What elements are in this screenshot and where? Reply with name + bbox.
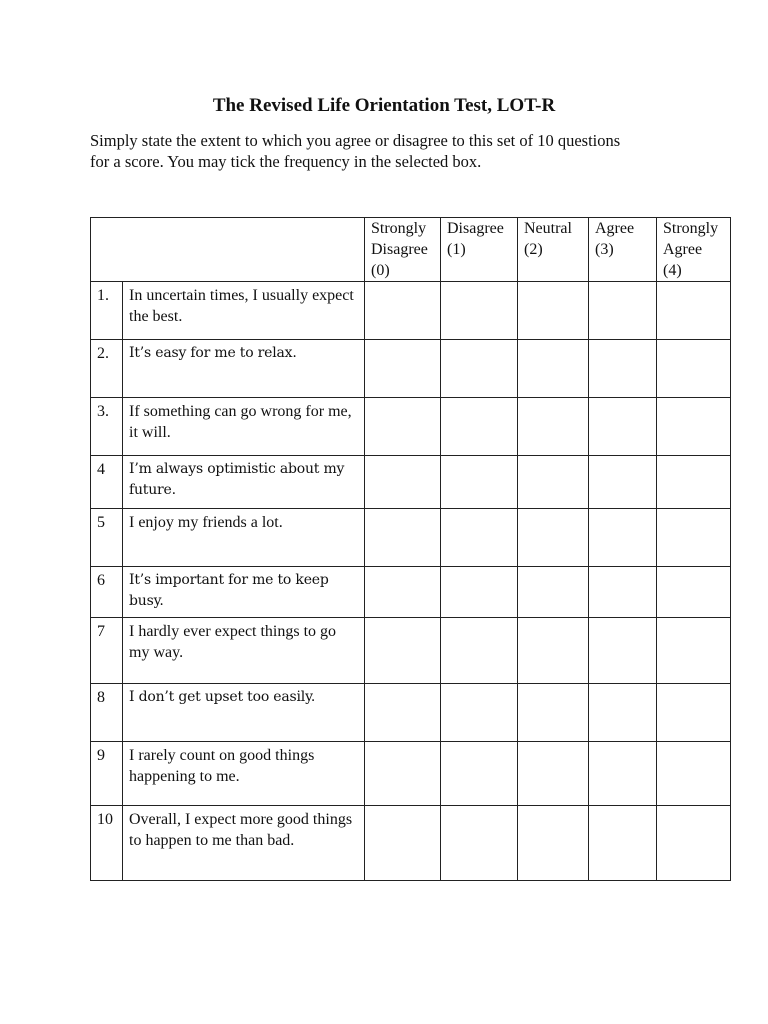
answer-cell-agree[interactable] — [589, 684, 657, 742]
instructions-line-1: Simply state the extent to which you agree or disagree to this set of 10 questions — [90, 131, 621, 150]
answer-cell-disagree[interactable] — [441, 684, 518, 742]
answer-cell-strongly-disagree[interactable] — [365, 509, 441, 567]
answer-cell-strongly-agree[interactable] — [657, 509, 731, 567]
answer-cell-strongly-disagree[interactable] — [365, 398, 441, 456]
answer-cell-strongly-disagree[interactable] — [365, 282, 441, 340]
answer-cell-strongly-disagree[interactable] — [365, 340, 441, 398]
item-number: 1. — [91, 282, 123, 340]
item-text: I hardly ever expect things to go my way. — [123, 618, 365, 684]
item-number: 4 — [91, 456, 123, 509]
item-number: 8 — [91, 684, 123, 742]
answer-cell-agree[interactable] — [589, 618, 657, 684]
answer-cell-disagree[interactable] — [441, 567, 518, 618]
column-header-neutral: Neutral (2) — [518, 218, 589, 282]
item-number: 3. — [91, 398, 123, 456]
item-number: 9 — [91, 742, 123, 806]
item-text: It’s easy for me to relax. — [123, 340, 365, 398]
header-row — [91, 218, 731, 282]
answer-cell-agree[interactable] — [589, 806, 657, 881]
answer-cell-strongly-agree[interactable] — [657, 567, 731, 618]
answer-cell-strongly-agree[interactable] — [657, 340, 731, 398]
page-title: The Revised Life Orientation Test, LOT-R — [212, 95, 556, 116]
answer-cell-neutral[interactable] — [518, 618, 589, 684]
answer-cell-strongly-agree[interactable] — [657, 684, 731, 742]
answer-cell-agree[interactable] — [589, 456, 657, 509]
item-number: 5 — [91, 509, 123, 567]
answer-cell-strongly-disagree[interactable] — [365, 684, 441, 742]
answer-cell-neutral[interactable] — [518, 567, 589, 618]
column-header-agree: Agree (3) — [589, 218, 657, 282]
item-text: It’s important for me to keep busy. — [123, 567, 365, 618]
table-row — [91, 806, 731, 881]
item-number: 6 — [91, 567, 123, 618]
survey-table — [90, 217, 731, 881]
table-row — [91, 567, 731, 618]
answer-cell-strongly-disagree[interactable] — [365, 742, 441, 806]
answer-cell-disagree[interactable] — [441, 618, 518, 684]
column-header-strongly-agree: Strongly Agree (4) — [657, 218, 731, 282]
table-row — [91, 398, 731, 456]
answer-cell-neutral[interactable] — [518, 509, 589, 567]
column-header-strongly-disagree: Strongly Disagree (0) — [365, 218, 441, 282]
answer-cell-strongly-agree[interactable] — [657, 282, 731, 340]
item-text: I enjoy my friends a lot. — [123, 509, 365, 567]
item-number: 10 — [91, 806, 123, 881]
answer-cell-strongly-disagree[interactable] — [365, 618, 441, 684]
answer-cell-agree[interactable] — [589, 398, 657, 456]
item-number: 7 — [91, 618, 123, 684]
answer-cell-disagree[interactable] — [441, 806, 518, 881]
answer-cell-strongly-disagree[interactable] — [365, 806, 441, 881]
instructions-line-2: for a score. You may tick the frequency in the selected box. — [90, 152, 482, 171]
answer-cell-agree[interactable] — [589, 340, 657, 398]
answer-cell-disagree[interactable] — [441, 456, 518, 509]
answer-cell-strongly-agree[interactable] — [657, 398, 731, 456]
answer-cell-disagree[interactable] — [441, 398, 518, 456]
answer-cell-neutral[interactable] — [518, 806, 589, 881]
answer-cell-strongly-agree[interactable] — [657, 456, 731, 509]
answer-cell-agree[interactable] — [589, 567, 657, 618]
answer-cell-disagree[interactable] — [441, 742, 518, 806]
table-row — [91, 340, 731, 398]
header-blank-cell — [91, 218, 365, 282]
table-row — [91, 684, 731, 742]
answer-cell-neutral[interactable] — [518, 340, 589, 398]
answer-cell-strongly-disagree[interactable] — [365, 567, 441, 618]
answer-cell-strongly-agree[interactable] — [657, 742, 731, 806]
answer-cell-strongly-agree[interactable] — [657, 806, 731, 881]
answer-cell-strongly-disagree[interactable] — [365, 456, 441, 509]
item-text: I’m always optimistic about my future. — [123, 456, 365, 509]
column-header-disagree: Disagree (1) — [441, 218, 518, 282]
item-text: I rarely count on good things happening to me. — [123, 742, 365, 806]
item-text: Overall, I expect more good things to happen to me than bad. — [123, 806, 365, 881]
answer-cell-agree[interactable] — [589, 282, 657, 340]
instructions — [90, 130, 730, 172]
item-text: In uncertain times, I usually expect the best. — [123, 282, 365, 340]
table-row — [91, 282, 731, 340]
table-row — [91, 509, 731, 567]
answer-cell-neutral[interactable] — [518, 398, 589, 456]
answer-cell-disagree[interactable] — [441, 282, 518, 340]
answer-cell-neutral[interactable] — [518, 684, 589, 742]
answer-cell-agree[interactable] — [589, 742, 657, 806]
item-number: 2. — [91, 340, 123, 398]
answer-cell-agree[interactable] — [589, 509, 657, 567]
table-row — [91, 618, 731, 684]
answer-cell-disagree[interactable] — [441, 509, 518, 567]
answer-cell-neutral[interactable] — [518, 282, 589, 340]
item-text: I don’t get upset too easily. — [123, 684, 365, 742]
answer-cell-neutral[interactable] — [518, 456, 589, 509]
answer-cell-neutral[interactable] — [518, 742, 589, 806]
table-row — [91, 742, 731, 806]
item-text: If something can go wrong for me, it will. — [123, 398, 365, 456]
table-row — [91, 456, 731, 509]
answer-cell-disagree[interactable] — [441, 340, 518, 398]
answer-cell-strongly-agree[interactable] — [657, 618, 731, 684]
